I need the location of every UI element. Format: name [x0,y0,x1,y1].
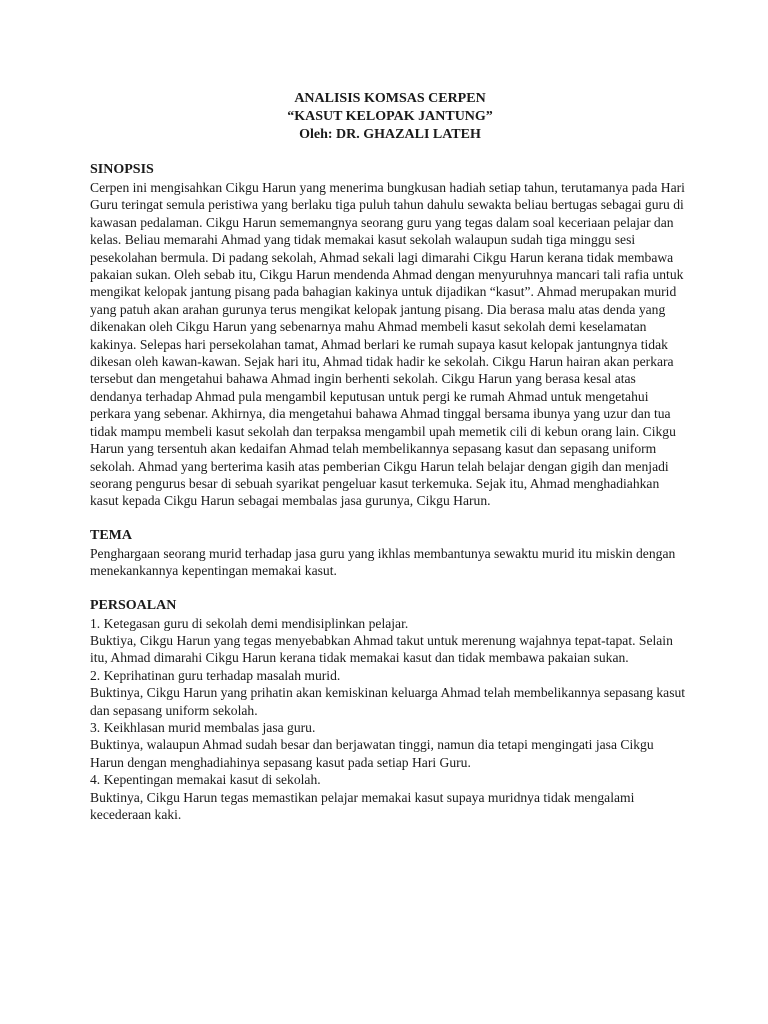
title-line-2: “KASUT KELOPAK JANTUNG” [287,109,493,124]
persoalan-evidence: Buktiya, Cikgu Harun yang tegas menyebabkan Ahmad takut untuk merenung wajahnya tepat-tapat. Selain itu, Ahmad dimarahi Cikgu Harun kerana tidak memakai kasut dan tidak membawa pakaian sukan. [90,632,673,666]
tema-text: Penghargaan seorang murid terhadap jasa guru yang ikhlas membantunya sewaktu murid itu miskin dengan menekankannya kepentingan memakai kasut. [90,545,676,579]
sinopsis-text: Cerpen ini mengisahkan Cikgu Harun yang menerima bungkusan hadiah setiap tahun, terutamanya pada Hari Guru teringat semula peristiwa yang berlaku tiga puluh tahun dahulu sewakta beliau bertugas sebagai guru di kawasan pedalaman. Cikgu Harun sememangnya seorang guru yang tegas dalam soal keceriaan pelajar dan kelas. Beliau memarahi Ahmad yang tidak memakai kasut sekolah walaupun sudah tiga minggu sesi pesekolahan bermula. Di padang sekolah, Ahmad sekali lagi dimarahi Cikgu Harun kerana tidak membawa pakaian sukan. Oleh sebab itu, Cikgu Harun mendenda Ahmad dengan menyuruhnya mancari tali rafia untuk mengikat kelopak jantung pisang pada bahagian kakinya untuk dijadikan “kasut”. Ahmad merupakan murid yang patuh akan arahan gurunya terus mengikat kelopak jantung pisang. Dia berasa malu atas denda yang dikenakan oleh Cikgu Harun yang sebenarnya mahu Ahmad membeli kasut sekolah demi keselamatan kakinya. Selepas hari persekolahan tamat, Ahmad berlari ke rumah supaya kasut kelopak jantungnya tidak dikesan oleh kawan-kawan. Sejak hari itu, Ahmad tidak hadir ke sekolah. Cikgu Harun hairan akan perkara tersebut dan mengetahui bahawa Ahmad ingin berhenti sekolah. Cikgu Harun yang berasa kesal atas dendanya terhadap Ahmad pula mengambil keputusan untuk pergi ke rumah Ahmad untuk mengetahui perkara yang sebenar. Akhirnya, dia mengetahui bahawa Ahmad tinggal bersama ibunya yang uzur dan tua tidak mampu membeli kasut sekolah dan terpaksa mengambil upah memetik cili di kebun orang lain. Cikgu Harun yang tersentuh akan kedaifan Ahmad telah membelikannya sepasang kasut dan sepasang uniform sekolah. Ahmad yang berterima kasih atas pemberian Cikgu Harun telah belajar dengan gigih dan menjadi seorang pengurus besar di sebuah syarikat pengeluar kasut terkemuka. Sejak itu, Ahmad menghadiahkan kasut kepada Cikgu Harun sebagai membalas jasa gurunya, Cikgu Harun. [90,180,685,509]
title-line-3: Oleh: DR. GHAZALI LATEH [299,127,481,142]
tema-section [90,527,690,580]
persoalan-evidence: Buktinya, Cikgu Harun yang prihatin akan kemiskinan keluarga Ahmad telah membelikannya sepasang kasut dan sepasang uniform sekolah. [90,685,686,718]
persoalan-evidence: Buktinya, Cikgu Harun tegas memastikan pelajar memakai kasut supaya muridnya tidak mengalami kecederaan kaki. [90,789,635,822]
tema-heading: TEMA [90,527,132,543]
sinopsis-heading: SINOPSIS [90,162,154,177]
persoalan-evidence: Buktinya, walaupun Ahmad sudah besar dan berjawatan tinggi, namun dia tetapi mengingati jasa Cikgu Harun dengan menghadiahinya sepasang kasut pada setiap Hari Guru. [90,737,654,770]
persoalan-point: 2. Keprihatinan guru terhadap masalah murid. [90,667,341,683]
persoalan-point: 4. Kepentingan memakai kasut di sekolah. [90,772,321,788]
persoalan-point: 3. Keikhlasan murid membalas jasa guru. [90,719,316,735]
persoalan-point: 1. Ketegasan guru di sekolah demi mendisiplinkan pelajar. [90,615,409,631]
document-page [90,90,690,840]
title-line-1: ANALISIS KOMSAS CERPEN [294,91,486,106]
persoalan-section [90,597,690,824]
document-title [90,90,690,144]
sinopsis-section [90,161,690,510]
persoalan-heading: PERSOALAN [90,597,177,613]
